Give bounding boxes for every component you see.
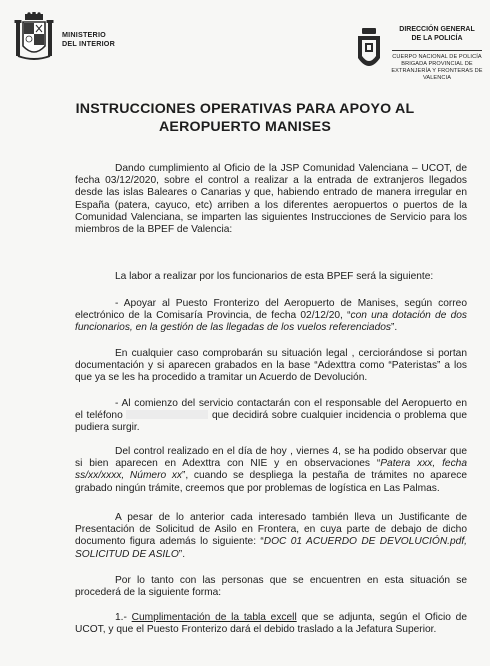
paragraph-support xyxy=(75,298,467,335)
control-quote: Patera xxx, fecha ss/xx/xxxx, Número xx xyxy=(75,458,468,482)
asylum-text: A pesar de lo anterior cada interesado también lleva un Justificante de Presentación de Solicitud de Asilo en Frontera, en cuya parte de debajo de dicho documento figura además lo siguiente: “ xyxy=(75,512,467,548)
support-close: ”. xyxy=(391,322,398,334)
brigade-line-4: VALENCIA xyxy=(422,75,452,81)
asylum-quote: DOC 01 ACUERDO DE DEVOLUCIÓN.pdf, SOLICITUD DE ASILO xyxy=(75,536,467,560)
directorate-line-2: DE LA POLICÍA xyxy=(411,34,463,42)
police-badge-icon xyxy=(356,28,382,74)
document-title xyxy=(40,100,450,136)
header-divider xyxy=(392,50,482,51)
step-number: 1.- xyxy=(115,612,127,623)
paragraph-task: La labor a realizar por los funcionarios de esta BPEF será la siguiente: xyxy=(115,271,434,282)
brigade-name xyxy=(388,54,486,82)
brigade-line-2: BRIGADA PROVINCIAL DE xyxy=(401,61,473,67)
directorate-name xyxy=(392,26,482,43)
ministry-line-1: MINISTERIO xyxy=(62,30,106,39)
brigade-line-1: CUERPO NACIONAL DE POLICÍA xyxy=(392,54,482,60)
control-text: Del control realizado en el día de hoy , viernes 4, se ha podido observar que si bien aparecen en Adexttra con NIE y en observaciones “ xyxy=(75,446,467,470)
support-text: - Apoyar al Puesto Fronterizo del Aeropuerto de Manises, según correo electrónico de la Comisaría Provincia, de fecha 02/12/20, “ xyxy=(75,298,467,322)
title-line-2: AEROPUERTO MANISES xyxy=(158,119,332,135)
paragraph-contact xyxy=(75,398,467,435)
brigade-line-3: EXTRANJERÍA Y FRONTERAS DE xyxy=(391,68,483,74)
paragraph-control xyxy=(75,446,467,495)
contact-text-end: que decidirá sobre cualquier incidencia o problema que pudiera surgir. xyxy=(75,410,467,434)
paragraph-legal-check: En cualquier caso comprobarán su situación legal , cerciorándose si portan documentación y si aparecen grabados en la base “Adexttra como “Pateristas” a los que ya se les ha procedido a tramitar un Acuerdo de Devolución. xyxy=(75,348,467,384)
asylum-close: ”. xyxy=(178,548,186,560)
paragraph-procedure: Por lo tanto con las personas que se encuentren en esta situación se procederá de la siguiente forma: xyxy=(75,575,467,599)
support-quote: con una dotación de dos funcionarios, en la gestión de las llegadas de los vuelos referenciados xyxy=(75,310,467,334)
step-text: que se adjunta, según el Oficio de UCOT, y que el Puesto Fronterizo dará el debido traslado a la Jefatura Superior. xyxy=(75,612,467,636)
redacted-phone xyxy=(126,410,208,419)
step-title: Cumplimentación de la tabla excell xyxy=(131,612,297,623)
paragraph-step-1 xyxy=(75,612,467,636)
spanish-coat-of-arms-icon xyxy=(14,12,54,64)
ministry-name xyxy=(62,30,115,48)
title-line-1: INSTRUCCIONES OPERATIVAS PARA APOYO AL xyxy=(75,101,415,117)
paragraph-asylum xyxy=(75,512,467,561)
directorate-line-1: DIRECCIÓN GENERAL xyxy=(399,26,475,33)
contact-text: - Al comienzo del servicio contactarán con el responsable del Aeropuerto en el teléfono xyxy=(75,398,467,422)
paragraph-intro: Dando cumplimiento al Oficio de la JSP Comunidad Valenciana – UCOT, de fecha 03/12/2020, sobre el control a realizar a la entrada de extranjeros llegados desde las islas Baleares o Canarias y que, habiendo entrado de manera irregular en España (patera, cayuco, etc) arriben a los diferentes aeropuertos o puertos de la Comunidad Valenciana, se imparten las siguientes Instrucciones de Servicio para los miembros de la BPEF de Valencia: xyxy=(75,163,467,236)
control-text-end: ”, cuando se despliega la pestaña de trámites no aparece grabado ningún trámite, creemos que por problemas de logística en Las Palmas. xyxy=(75,470,467,494)
ministry-line-2: DEL INTERIOR xyxy=(62,39,115,48)
